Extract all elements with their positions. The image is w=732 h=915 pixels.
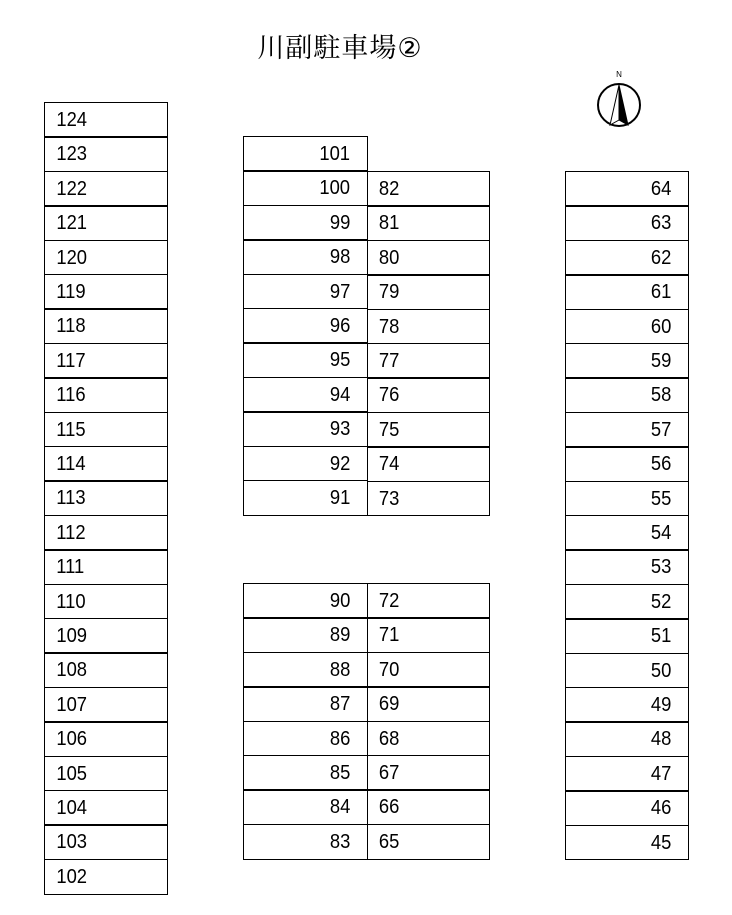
parking-space-number: 74 <box>378 453 400 476</box>
parking-space-number: 55 <box>650 487 672 510</box>
parking-space <box>44 756 168 792</box>
parking-space-number: 91 <box>329 486 351 509</box>
parking-space-number: 124 <box>56 108 88 131</box>
parking-space <box>367 274 490 310</box>
parking-space-number: 48 <box>650 728 672 751</box>
parking-space <box>565 446 689 482</box>
north-label: N <box>616 70 622 79</box>
parking-space-number: 59 <box>650 349 672 372</box>
parking-space-number: 112 <box>56 521 86 544</box>
parking-space <box>565 309 689 345</box>
parking-space-number: 53 <box>650 556 672 579</box>
parking-space <box>565 721 689 757</box>
parking-space-number: 98 <box>329 246 351 269</box>
parking-space-number: 104 <box>56 796 88 819</box>
parking-space-number: 123 <box>56 143 88 166</box>
parking-space <box>367 583 490 619</box>
north-arrow <box>596 70 642 130</box>
parking-space <box>565 343 689 379</box>
parking-space-number: 83 <box>329 830 351 853</box>
parking-space-number: 114 <box>56 452 86 475</box>
parking-space <box>243 205 368 241</box>
parking-space-number: 107 <box>56 693 88 716</box>
parking-space <box>243 583 368 619</box>
parking-space-number: 49 <box>650 693 672 716</box>
parking-space-number: 84 <box>329 796 351 819</box>
parking-space-number: 93 <box>329 418 351 441</box>
parking-space <box>44 549 168 585</box>
parking-space-number: 86 <box>329 727 351 750</box>
parking-space <box>44 136 168 172</box>
parking-space <box>44 824 168 860</box>
parking-space <box>565 171 689 207</box>
parking-space-number: 51 <box>650 625 672 648</box>
parking-space <box>243 824 368 860</box>
parking-space <box>367 721 490 757</box>
parking-space <box>44 412 168 448</box>
north-arrow-icon <box>596 82 642 128</box>
page-title: 川副駐車場② <box>257 33 423 64</box>
parking-space <box>367 343 490 379</box>
parking-space-number: 103 <box>56 831 88 854</box>
parking-space <box>243 274 368 310</box>
parking-space-number: 81 <box>378 212 400 235</box>
parking-space <box>44 790 168 826</box>
parking-space-number: 47 <box>650 762 672 785</box>
parking-space <box>44 721 168 757</box>
parking-space-number: 72 <box>378 589 400 612</box>
parking-space-number: 96 <box>329 314 351 337</box>
parking-space-number: 122 <box>56 177 88 200</box>
parking-space-number: 89 <box>329 624 351 647</box>
parking-space <box>243 446 368 482</box>
parking-space <box>243 617 368 653</box>
parking-space-number: 105 <box>56 762 88 785</box>
parking-space <box>243 721 368 757</box>
parking-space-number: 77 <box>378 349 400 372</box>
parking-space <box>243 308 368 344</box>
parking-space <box>243 170 368 206</box>
parking-space <box>565 240 689 276</box>
parking-space-number: 57 <box>650 418 672 441</box>
parking-space-number: 116 <box>56 384 86 407</box>
parking-space-number: 80 <box>378 246 400 269</box>
parking-space <box>44 618 168 654</box>
parking-space <box>44 652 168 688</box>
parking-space-number: 90 <box>329 589 351 612</box>
parking-space <box>243 342 368 378</box>
parking-space-number: 118 <box>56 315 86 338</box>
parking-space-number: 82 <box>378 177 400 200</box>
parking-space <box>243 239 368 275</box>
parking-space-number: 88 <box>329 658 351 681</box>
parking-space <box>44 377 168 413</box>
parking-space-number: 61 <box>650 281 672 304</box>
parking-space <box>243 411 368 447</box>
parking-space <box>44 343 168 379</box>
parking-space-number: 92 <box>329 452 351 475</box>
parking-space <box>44 859 168 895</box>
parking-space-number: 52 <box>650 590 672 613</box>
parking-space-number: 46 <box>650 797 672 820</box>
parking-space <box>565 790 689 826</box>
parking-space <box>367 686 490 722</box>
parking-space-number: 120 <box>56 246 88 269</box>
parking-space <box>44 274 168 310</box>
parking-space-number: 56 <box>650 453 672 476</box>
parking-space <box>367 171 490 207</box>
parking-space <box>565 825 689 861</box>
parking-space <box>243 652 368 688</box>
parking-space <box>243 755 368 791</box>
parking-space <box>565 481 689 517</box>
parking-space <box>565 274 689 310</box>
parking-space-number: 102 <box>56 865 88 888</box>
parking-space-number: 106 <box>56 728 88 751</box>
parking-space <box>243 789 368 825</box>
parking-space-number: 62 <box>650 246 672 269</box>
parking-space-number: 64 <box>650 177 672 200</box>
parking-space-number: 68 <box>378 727 400 750</box>
parking-space-number: 50 <box>650 659 672 682</box>
parking-space <box>367 824 490 860</box>
parking-space-number: 100 <box>318 177 350 200</box>
parking-space-number: 121 <box>56 212 88 235</box>
parking-space <box>367 652 490 688</box>
parking-space-number: 111 <box>56 556 85 579</box>
parking-space <box>367 240 490 276</box>
parking-space-number: 109 <box>56 624 88 647</box>
parking-space <box>367 481 490 517</box>
parking-space-number: 87 <box>329 693 351 716</box>
parking-space-number: 101 <box>318 142 350 165</box>
parking-space <box>367 377 490 413</box>
parking-space <box>367 789 490 825</box>
parking-space <box>243 377 368 413</box>
parking-space-number: 85 <box>329 761 351 784</box>
parking-space-number: 66 <box>378 796 400 819</box>
parking-space-number: 67 <box>378 761 400 784</box>
parking-space <box>565 549 689 585</box>
parking-space-number: 79 <box>378 281 400 304</box>
parking-space-number: 95 <box>329 349 351 372</box>
parking-space <box>44 515 168 551</box>
parking-space-number: 45 <box>650 831 672 854</box>
parking-space <box>243 480 368 516</box>
parking-space-number: 58 <box>650 384 672 407</box>
parking-space-number: 97 <box>329 280 351 303</box>
parking-space <box>565 584 689 620</box>
parking-space <box>565 377 689 413</box>
parking-space <box>44 240 168 276</box>
parking-space <box>44 480 168 516</box>
parking-space-number: 73 <box>378 487 400 510</box>
parking-space-number: 76 <box>378 384 400 407</box>
parking-space-number: 71 <box>378 624 400 647</box>
parking-space <box>367 309 490 345</box>
parking-space <box>243 136 368 172</box>
parking-space-number: 60 <box>650 315 672 338</box>
parking-space <box>44 446 168 482</box>
parking-space-number: 75 <box>378 418 400 441</box>
parking-space <box>565 412 689 448</box>
parking-space-number: 119 <box>56 280 86 303</box>
parking-space-number: 69 <box>378 693 400 716</box>
parking-space-number: 113 <box>56 487 86 510</box>
parking-space-number: 65 <box>378 830 400 853</box>
parking-space-number: 63 <box>650 212 672 235</box>
parking-space <box>367 446 490 482</box>
parking-space <box>44 171 168 207</box>
parking-space <box>565 653 689 689</box>
parking-space <box>44 102 168 138</box>
parking-space <box>367 205 490 241</box>
parking-space <box>367 412 490 448</box>
parking-space <box>367 755 490 791</box>
parking-space <box>367 617 490 653</box>
parking-space-number: 108 <box>56 659 88 682</box>
parking-space-number: 54 <box>650 521 672 544</box>
parking-space <box>44 687 168 723</box>
parking-space <box>565 756 689 792</box>
parking-space <box>565 687 689 723</box>
parking-space-number: 110 <box>56 590 86 613</box>
parking-space-number: 94 <box>329 383 351 406</box>
parking-space-number: 115 <box>56 418 86 441</box>
parking-space <box>565 205 689 241</box>
parking-space <box>44 308 168 344</box>
parking-space <box>44 584 168 620</box>
parking-space-number: 78 <box>378 315 400 338</box>
parking-space-number: 99 <box>329 211 351 234</box>
parking-space-number: 117 <box>56 349 86 372</box>
parking-space <box>565 618 689 654</box>
parking-space <box>565 515 689 551</box>
parking-space <box>44 205 168 241</box>
parking-space <box>243 686 368 722</box>
parking-space-number: 70 <box>378 658 400 681</box>
